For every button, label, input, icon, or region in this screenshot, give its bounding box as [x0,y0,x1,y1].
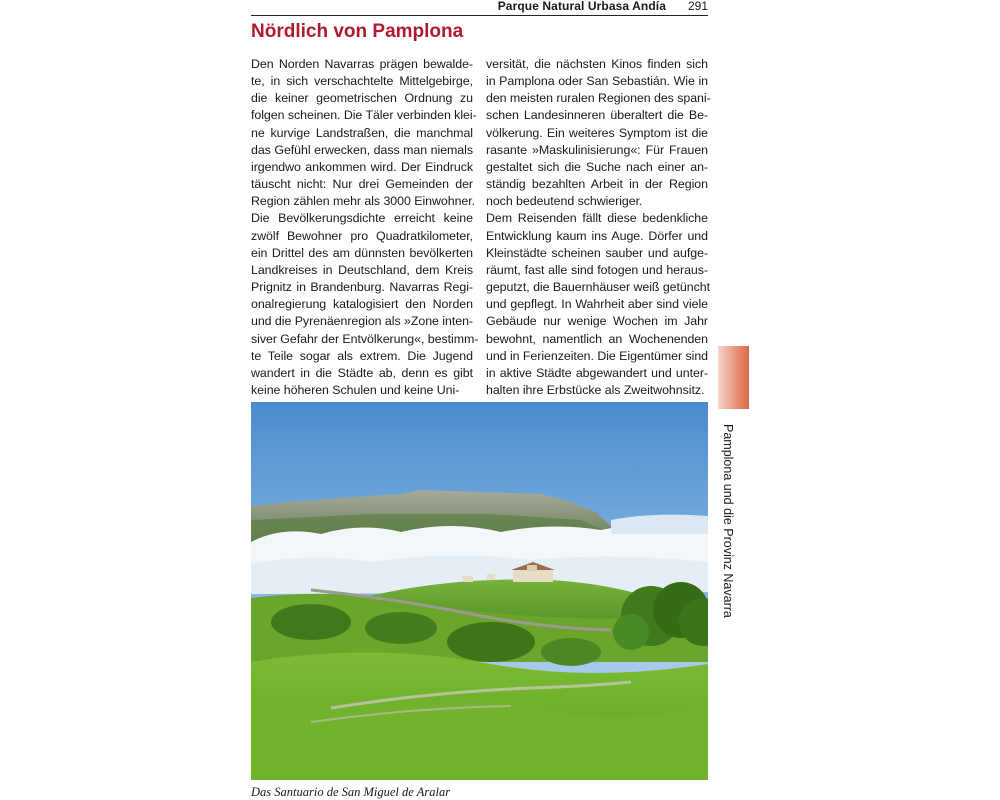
text-line: onalregierung katalogisiert den Norden [251,297,473,312]
text-line: versität, die nächsten Kinos finden sich [486,57,708,71]
text-line: Gebäude nur wenige Wochen im Jahr [486,314,708,329]
page-number: 291 [687,0,708,13]
text-line: Die Bevölkerungsdichte erreicht keine [251,211,473,226]
text-line: räumt, fast alle sind fotogen und heraus- [486,262,708,277]
text-line: Dem Reisenden fällt diese bedenkliche [486,211,708,226]
text-line: Prignitz in Brandenburg. Navarras Regi- [251,280,473,295]
text-line: zwölf Bewohner pro Quadratkilometer, [251,228,473,243]
text-line: und die Pyrenäenregion als »Zone inten- [251,314,473,329]
text-line: ne kurvige Landstraßen, die manchmal [251,125,473,140]
text-line: gestaltet sich die Suche nach einer an- [486,159,708,174]
text-line: und gepflegt. In Wahrheit aber sind viele [486,297,708,312]
text-line: Den Norden Navarras prägen bewalde- [251,57,473,71]
section-heading: Nördlich von Pamplona [251,21,464,42]
text-line: te, in sich verschachtelte Mittelgebirge, [251,74,473,89]
text-line: geputzt, die Bauernhäuser weiß getüncht [486,280,710,295]
body-text-right-column [486,56,711,399]
text-line: völkerung. Ein weiteres Symptom ist die [486,125,708,140]
text-line: folgen scheinen. Die Täler verbinden klei- [251,108,477,123]
chapter-tab-marker [718,346,749,409]
text-line: täuscht nicht: Nur drei Gemeinden der [251,177,473,192]
text-line: te Teile sogar als extrem. Die Jugend [251,348,473,363]
text-line: Landkreises in Deutschland, dem Kreis [251,262,473,277]
text-line: ständig bezahlten Arbeit in der Region [486,177,708,192]
text-line: in aktive Städte abgewandert und unter- [486,365,708,380]
text-line: Region zählen mehr als 3000 Einwohner. [251,194,476,209]
text-line: rasante »Maskulinisierung«: Für Frauen [486,142,708,157]
text-line: in Pamplona oder San Sebastián. Wie in [486,74,708,89]
chapter-tab-label: Pamplona und die Provinz Navarra [721,424,735,618]
landscape-illustration [251,402,708,780]
text-line: den meisten ruralen Regionen des spani- [486,91,711,106]
text-line: wandert in die Städte ab, denn es gibt [251,365,473,380]
landscape-photo [251,402,708,780]
text-line: siver Gefahr der Entvölkerung«, bestimm- [251,331,479,346]
text-line: das Gefühl erwecken, dass man niemals [251,142,473,157]
text-line: halten ihre Erbstücke als Zweitwohnsitz. [486,382,705,397]
text-line: ein Drittel des am dünnsten bevölkerten [251,245,473,260]
text-line: Kleinstädte scheinen sauber und aufge- [486,245,708,260]
text-line: bewohnt, namentlich an Wochenenden [486,331,708,346]
text-line: Entwicklung kaum ins Auge. Dörfer und [486,228,708,243]
running-title: Parque Natural Urbasa Andía [497,0,666,13]
text-line: die keiner geometrischen Ordnung zu [251,91,473,106]
photo-caption: Das Santuario de San Miguel de Aralar [251,785,451,799]
text-line: keine höheren Schulen und keine Uni- [251,382,460,397]
text-line: irgendwo ankommen wird. Der Eindruck [251,159,473,174]
text-line: noch bedeutend schwieriger. [486,194,643,209]
text-line: und in Ferienzeiten. Die Eigentümer sind [486,348,708,363]
text-line: schen Landesinneren überaltert die Be- [486,108,708,123]
body-text-left-column [251,56,479,399]
running-header [251,0,708,16]
